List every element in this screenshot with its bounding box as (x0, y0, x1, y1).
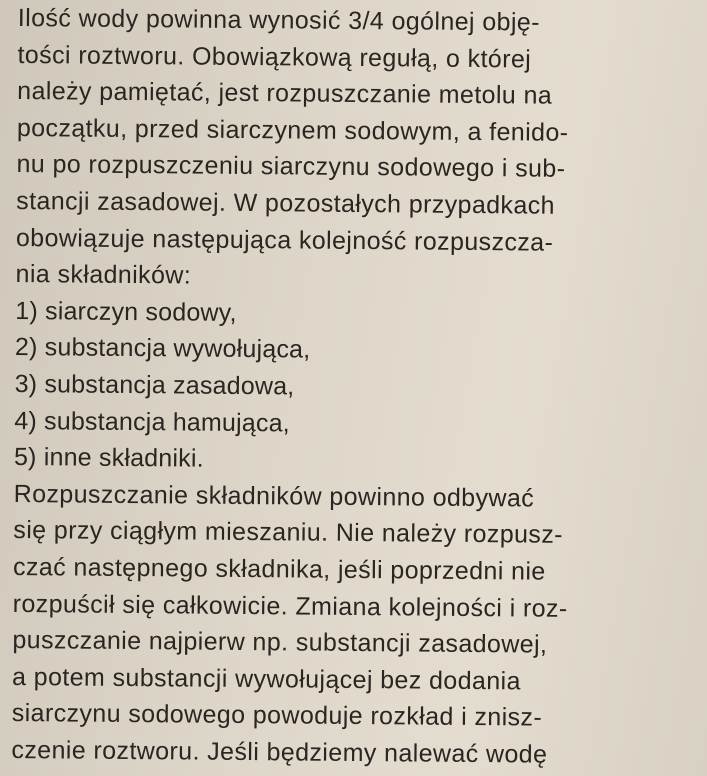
text-line: czenie roztworu. Jeśli będziemy nalewać wodę (11, 735, 548, 769)
list-item: 5) inne składniki. (13, 443, 204, 473)
text-line: rozpuścił się całkowicie. Zmiana kolejności i roz- (12, 589, 568, 623)
text-line: nia składników: (15, 260, 192, 290)
text-line: czać następnego składnika, jeśli poprzedni nie (12, 552, 546, 586)
text-line: siarczynu sodowego powoduje rozkład i znisz- (11, 699, 543, 732)
text-line: a potem substancji wywołującej bez dodania (11, 662, 521, 696)
text-line: puszczanie najpierw np. substancji zasadowej, (12, 626, 548, 659)
list-item: 2) substancja wywołująca, (14, 333, 311, 364)
text-line: początku, przed siarczynem sodowym, a fenido- (16, 113, 569, 147)
text-line: tości roztworu. Obowiązkową regułą, o której (17, 40, 532, 74)
text-line: się przy ciągłym mieszaniu. Nie należy rozpusz- (13, 516, 564, 550)
text-line: nu po rozpuszczeniu siarczynu sodowego i sub- (16, 150, 566, 184)
text-line: stancji zasadowej. W pozostałych przypadkach (16, 186, 556, 220)
list-item: 1) siarczyn sodowy, (15, 296, 237, 327)
text-line: Rozpuszczanie składników powinno odbywać (13, 479, 535, 513)
list-item: 3) substancja zasadowa, (14, 369, 295, 401)
text-line: należy pamiętać, jest rozpuszczanie metolu na (17, 77, 553, 110)
text-line: obowiązuje następująca kolejność rozpuszcza- (15, 223, 554, 257)
document-text (11, 0, 707, 774)
list-item: 4) substancja hamująca, (14, 406, 291, 437)
text-line: Ilość wody powinna wynosić 3/4 ogólnej obję- (17, 3, 541, 37)
